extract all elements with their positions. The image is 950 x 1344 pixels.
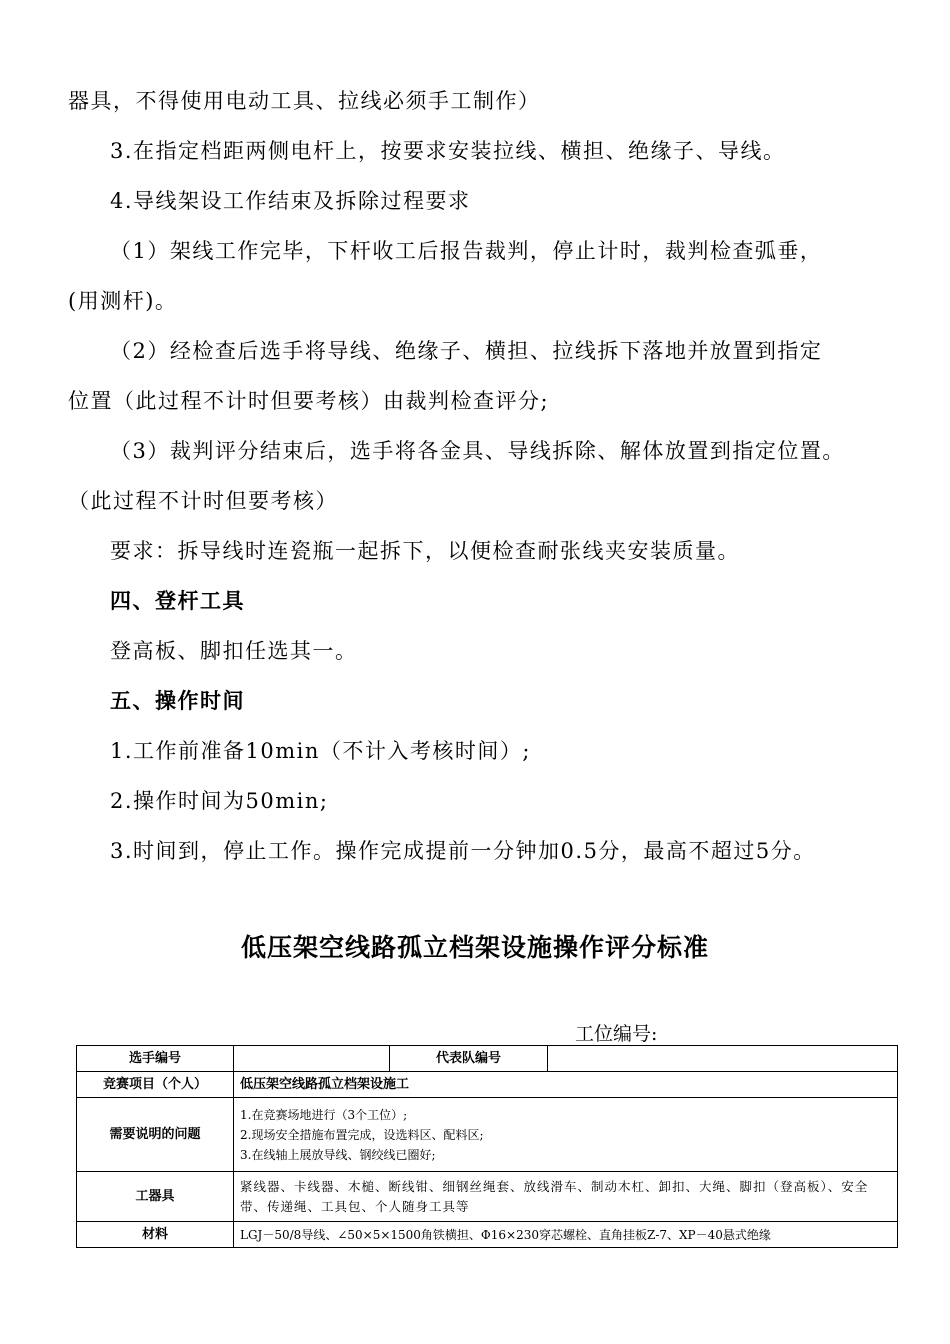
table-title: 低压架空线路孤立档架设施操作评分标准 (240, 933, 709, 962)
table-row (77, 1172, 898, 1222)
table-row (77, 1098, 898, 1172)
team-number-label: 代表队编号 (390, 1046, 548, 1072)
body-line-5: (用测杆)。 (68, 289, 178, 313)
tools-label: 工器具 (77, 1172, 234, 1222)
notes-label: 需要说明的问题 (77, 1098, 234, 1172)
materials-value: LGJ－50/8导线、∠50×5×1500角铁横担、Φ16×230穿芯螺栓、直角挂板Z-7、XP－40悬式绝缘 (234, 1222, 898, 1248)
team-number-value (548, 1046, 898, 1072)
body-line-9: （此过程不计时但要考核） (68, 489, 338, 513)
body-line-4: （1）架线工作完毕，下杆收工后报告裁判，停止计时，裁判检查弧垂， (110, 239, 823, 263)
body-line-15: 2.操作时间为50min; (110, 789, 329, 813)
table-row (77, 1046, 898, 1072)
table-row (77, 1072, 898, 1098)
note-item: 3.在线轴上展放导线、钢绞线已圈好; (240, 1147, 436, 1162)
body-line-10: 要求：拆导线时连瓷瓶一起拆下，以便检查耐张线夹安装质量。 (110, 539, 740, 563)
body-line-16: 3.时间到，停止工作。操作完成提前一分钟加0.5分，最高不超过5分。 (110, 839, 816, 863)
body-line-6: （2）经检查后选手将导线、绝缘子、横担、拉线拆下落地并放置到指定 (110, 339, 823, 363)
note-item: 1.在竞赛场地进行（3个工位）; (240, 1107, 408, 1122)
materials-label: 材料 (77, 1222, 234, 1248)
body-line-14: 1.工作前准备10min（不计入考核时间）; (110, 739, 531, 763)
section-heading-operation-time: 五、操作时间 (110, 689, 245, 713)
competition-item-value: 低压架空线路孤立档架设施工 (234, 1072, 898, 1098)
scoring-table (76, 1045, 898, 1248)
body-line-2: 3.在指定档距两侧电杆上，按要求安装拉线、横担、绝缘子、导线。 (110, 139, 786, 163)
body-line-12: 登高板、脚扣任选其一。 (110, 639, 358, 663)
competition-item-label: 竞赛项目（个人） (77, 1072, 234, 1098)
body-line-8: （3）裁判评分结束后，选手将各金具、导线拆除、解体放置到指定位置。 (110, 439, 845, 463)
tools-value: 紧线器、卡线器、木槌、断线钳、细钢丝绳套、放线滑车、制动木杠、卸扣、大绳、脚扣（登高板）、安全带、传递绳、工具包、个人随身工具等 (234, 1172, 898, 1222)
section-heading-climbing-tools: 四、登杆工具 (110, 589, 245, 613)
body-line-3: 4.导线架设工作结束及拆除过程要求 (110, 189, 471, 213)
notes-value (234, 1098, 898, 1172)
table-row (77, 1222, 898, 1248)
body-line-1: 器具，不得使用电动工具、拉线必须手工制作） (68, 89, 541, 113)
note-item: 2.现场安全措施布置完成，设选料区、配料区; (240, 1127, 484, 1142)
station-number-label: 工位编号: (575, 1023, 658, 1045)
contestant-number-value (234, 1046, 390, 1072)
contestant-number-label: 选手编号 (77, 1046, 234, 1072)
body-line-7: 位置（此过程不计时但要考核）由裁判检查评分; (68, 389, 550, 413)
